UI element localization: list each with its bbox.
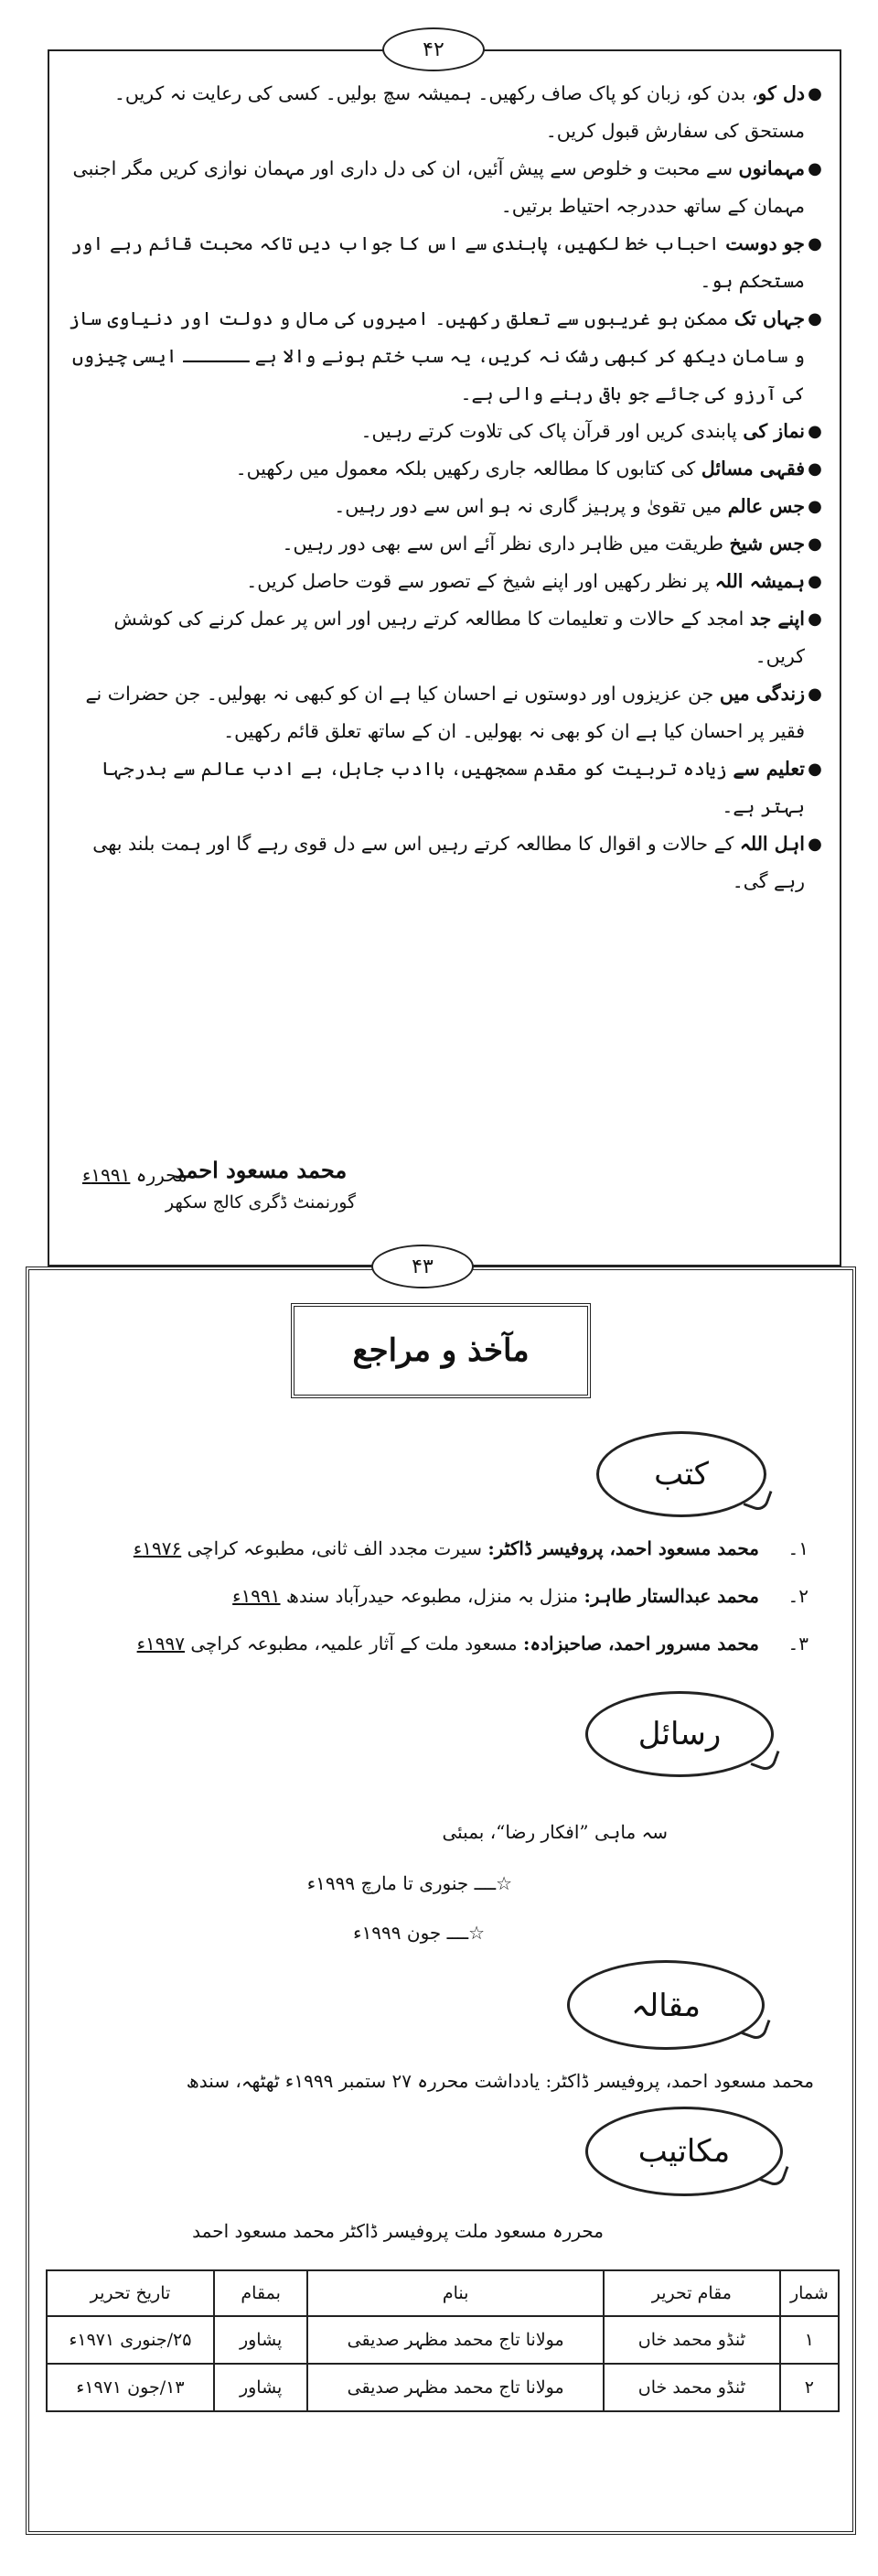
list-item xyxy=(60,750,825,825)
note-lead: جو دوست xyxy=(725,232,805,254)
dated-line xyxy=(82,1164,187,1186)
list-item xyxy=(59,1537,808,1585)
table-header-row xyxy=(47,2270,839,2316)
bullet-icon: ● xyxy=(808,422,822,441)
note-lead: دل کو xyxy=(757,82,805,104)
note-text: امجد کے حالات و تعلیمات کا مطالعہ کرتے رہیں اور اس پر عمل کرنے کی کوشش کریں۔ xyxy=(113,608,805,667)
note-lead: اپنے جد xyxy=(749,608,805,630)
bullet-icon: ● xyxy=(808,497,822,516)
page-title: مآخذ و مراجع xyxy=(291,1303,591,1398)
section-heading-books: کتب xyxy=(596,1431,766,1517)
book-year: ۱۹۹۱ء xyxy=(232,1585,281,1607)
item-number: ۱۔ xyxy=(787,1537,808,1559)
bullet-icon: ● xyxy=(808,572,822,591)
book-title: منزل بہ منزل، مطبوعہ حیدرآباد سندھ xyxy=(280,1585,584,1607)
note-lead: زندگی میں xyxy=(719,683,805,705)
bullet-icon: ● xyxy=(808,835,822,854)
list-item xyxy=(60,225,825,300)
note-text: پر نظر رکھیں اور اپنے شیخ کے تصور سے قوت حاصل کریں۔ xyxy=(246,570,715,592)
list-item xyxy=(60,563,825,600)
table-cell: ٹنڈو محمد خاں xyxy=(604,2316,780,2364)
note-text: کے حالات و اقوال کا مطالعہ کرتے رہیں اس سے دل قوی رہے گا اور ہمت بلند بھی رہے گی۔ xyxy=(92,833,805,892)
list-item xyxy=(60,600,825,675)
table-cell: ۲۵/جنوری ۱۹۷۱ء xyxy=(47,2316,214,2364)
section-heading-makatib: مکاتیب xyxy=(585,2107,783,2196)
dated-label: محررہ xyxy=(135,1164,187,1186)
page-number: ۴۲ xyxy=(382,27,485,71)
note-text: سے محبت و خلوص سے پیش آئیں، ان کی دل داری اور مہمان نوازی کریں مگر اجنبی مہمان کے ساتھ حددرجہ احتیاط برتیں۔ xyxy=(72,157,805,217)
note-lead: مہمانوں xyxy=(738,157,805,179)
page-number: ۴۳ xyxy=(371,1245,474,1288)
note-lead: جہاں تک xyxy=(733,307,805,329)
bullet-icon: ● xyxy=(808,459,822,479)
bullet-icon: ● xyxy=(808,609,822,629)
table-cell: ۲ xyxy=(780,2364,839,2411)
table-cell: مولانا تاج محمد مظہر صدیقی xyxy=(307,2316,604,2364)
note-text: طریقت میں ظاہر داری نظر آئے اس سے بھی دور رہیں۔ xyxy=(282,533,730,555)
signature-org: گورنمنٹ ڈگری کالج سکھر xyxy=(165,1192,357,1213)
list-item xyxy=(59,1585,808,1633)
note-text: جن عزیزوں اور دوستوں نے احسان کیا ہے ان کو کبھی نہ بھولیں۔ جن حضرات نے فقیر پر احسان کیا ہے ان کو بھی نہ بھولیں۔ ان کے ساتھ تعلق قائم رکھیں۔ xyxy=(85,683,805,742)
table-cell: ٹنڈو محمد خاں xyxy=(604,2364,780,2411)
note-text: ممکن ہو غریبوں سے تعلق رکھیں۔ امیروں کی مال و دولت اور دنیاوی ساز و سامان دیکھ کر کبھی رشک نہ کریں، یہ سب ختم ہونے والا ہے ــــــ ایسی چیزوں کی آرزو کی جائے جو باقی رہنے والی ہے۔ xyxy=(68,307,805,404)
bullet-icon: ● xyxy=(808,84,822,103)
note-lead: تعلیم سے xyxy=(733,758,805,780)
header-cell: مقام تحریر xyxy=(604,2270,780,2316)
section-heading-rasail: رسائل xyxy=(585,1691,774,1777)
list-item xyxy=(60,488,825,525)
table-cell: مولانا تاج محمد مظہر صدیقی xyxy=(307,2364,604,2411)
table-row xyxy=(47,2364,839,2411)
header-cell: بنام xyxy=(307,2270,604,2316)
item-number: ۳۔ xyxy=(787,1633,808,1654)
note-text: زیادہ تربیت کو مقدم سمجھیں، باادب جاہل، بے ادب عالم سے بدرجہا بہتر ہے۔ xyxy=(101,758,805,817)
table-cell: ۱ xyxy=(780,2316,839,2364)
book-title: سیرت مجدد الف ثانی، مطبوعہ کراچی xyxy=(181,1537,488,1559)
table-row xyxy=(47,2316,839,2364)
rasail-item: ☆ــــ جون ۱۹۹۹ء xyxy=(353,1922,485,1944)
note-text: احباب خط لکھیں، پابندی سے اس کا جواب دیں تاکہ محبت قائم رہے اور مستحکم ہو۔ xyxy=(70,232,805,292)
bullet-icon: ● xyxy=(808,234,822,253)
bullet-icon: ● xyxy=(808,534,822,554)
list-item xyxy=(60,300,825,413)
list-item xyxy=(60,825,825,900)
bullet-icon: ● xyxy=(808,760,822,779)
header-cell: بمقام xyxy=(214,2270,307,2316)
list-item xyxy=(60,150,825,225)
note-lead: جس شیخ xyxy=(729,533,805,555)
book-year: ۱۹۹۷ء xyxy=(136,1633,185,1654)
header-cell: تاریخ تحریر xyxy=(47,2270,214,2316)
list-item xyxy=(60,450,825,488)
advice-list xyxy=(60,75,825,900)
letters-table xyxy=(46,2269,840,2412)
books-list xyxy=(59,1537,808,1680)
book-author: محمد مسعود احمد، پروفیسر ڈاکٹر: xyxy=(487,1537,759,1559)
note-lead: جس عالم xyxy=(727,495,805,517)
note-text: ، بدن کو، زبان کو پاک صاف رکھیں۔ ہمیشہ سچ بولیں۔ کسی کی رعایت نہ کریں۔ مستحق کی سفارش قبول کریں۔ xyxy=(113,82,805,142)
note-lead: ہمیشہ اللہ xyxy=(714,570,805,592)
list-item xyxy=(60,413,825,450)
item-number: ۲۔ xyxy=(787,1585,808,1607)
list-item xyxy=(60,675,825,750)
book-author: محمد عبدالستار طاہر: xyxy=(584,1585,759,1607)
dated-year: ۱۹۹۱ء xyxy=(82,1164,131,1186)
rasail-item: ☆ــــ جنوری تا مارچ ۱۹۹۹ء xyxy=(306,1872,512,1894)
bullet-icon: ● xyxy=(808,309,822,329)
makatib-source: محررہ مسعود ملت پروفیسر ڈاکٹر محمد مسعود احمد xyxy=(192,2220,604,2242)
bullet-icon: ● xyxy=(808,684,822,704)
book-author: محمد مسرور احمد، صاحبزادہ: xyxy=(523,1633,759,1654)
book-year: ۱۹۷۶ء xyxy=(133,1537,182,1559)
signature-name: محمد مسعود احمد xyxy=(174,1157,348,1183)
note-lead: فقہی مسائل xyxy=(701,458,805,480)
header-cell: شمار xyxy=(780,2270,839,2316)
note-text: پابندی کریں اور قرآن پاک کی تلاوت کرتے رہیں۔ xyxy=(360,420,744,442)
table-cell: ۱۳/جون ۱۹۷۱ء xyxy=(47,2364,214,2411)
maqala-text: محمد مسعود احمد، پروفیسر ڈاکٹر: یادداشت محررہ ۲۷ ستمبر ۱۹۹۹ء ٹھٹھہ، سندھ xyxy=(186,2070,814,2092)
section-heading-maqala: مقالہ xyxy=(567,1960,765,2050)
book-title: مسعود ملت کے آثار علمیہ، مطبوعہ کراچی xyxy=(185,1633,523,1654)
bullet-icon: ● xyxy=(808,159,822,178)
list-item xyxy=(60,525,825,563)
table-cell: پشاور xyxy=(214,2364,307,2411)
note-lead: نماز کی xyxy=(743,420,805,442)
list-item xyxy=(60,75,825,150)
note-text: کی کتابوں کا مطالعہ جاری رکھیں بلکہ معمول میں رکھیں۔ xyxy=(235,458,701,480)
note-lead: اہل اللہ xyxy=(739,833,805,855)
table-cell: پشاور xyxy=(214,2316,307,2364)
rasail-source: سہ ماہی ”افکار رضا“، بمبئی xyxy=(442,1821,668,1843)
list-item xyxy=(59,1633,808,1680)
note-text: میں تقویٰ و پرہیز گاری نہ ہو اس سے دور رہیں۔ xyxy=(334,495,728,517)
